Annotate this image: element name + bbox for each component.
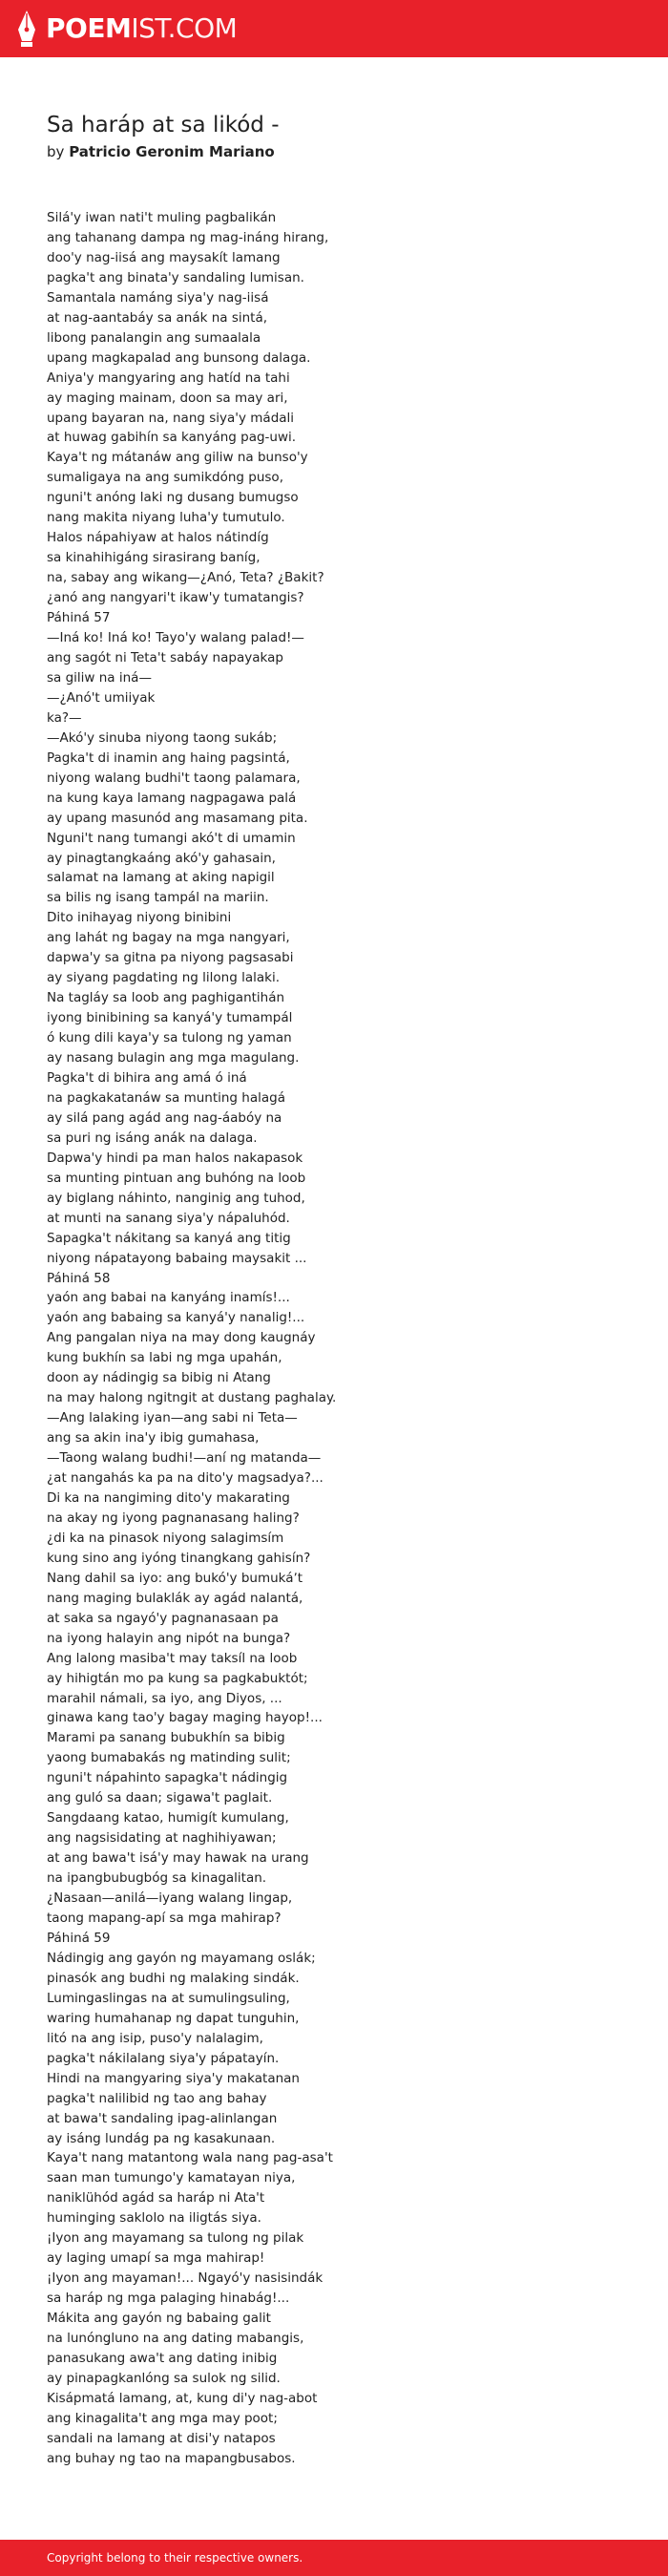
poem-line: humingͅing saklolo na iligtás siya. xyxy=(47,2210,261,2227)
poem-line: pagka't nákilalang siya'y pápatayín. xyxy=(47,2050,280,2066)
poem-line: Lumingͅaslingͅas na at sumulingsuling, xyxy=(47,1990,290,2006)
copyright-text: Copyright belong to their respective owners. xyxy=(47,2551,303,2565)
poem-line: litó na ang isip, puso'y nalalagim, xyxy=(47,2030,263,2046)
poem-line: sa bilis ngͅ isang tampál na mariin. xyxy=(47,890,269,906)
poem-line: at munti na sanang siya'y nápaluhód. xyxy=(47,1210,290,1226)
poem-line: sa kinahihigáng sirasirang baníg, xyxy=(47,550,261,566)
poem-line: Sangdaang katao, humigít kumulang, xyxy=(47,1810,289,1826)
poem-line: upang magkapalad ang bunsong dalaga. xyxy=(47,349,311,366)
poem-line: saan man tumungͅo'y kamatayan niya, xyxy=(47,2170,296,2186)
poem-line: Samantala namáng siya'y nag-iisá xyxy=(47,289,269,306)
poem-line: Páhiná 59 xyxy=(47,1930,111,1946)
poem-line: sa munting pintuan ang buhóng na loob xyxy=(47,1170,306,1186)
logo-bold-text: POEM xyxy=(46,12,132,44)
poem-line: at ang bawa't isá'y may hawak na urang xyxy=(47,1850,309,1867)
poem-line: Aniya'y mangyaring ang hatíd na tahi xyxy=(47,370,290,386)
poem-line: na kung kaya lamang nagpagawa palá xyxy=(47,790,297,806)
logo-light-text: IST.COM xyxy=(131,12,238,44)
poem-line: marahil námali, sa iyo, ang Diyos, ... xyxy=(47,1690,282,1706)
poem-line: at huwag gabihín sa kanyáng pag-uwi. xyxy=(47,430,297,446)
poem-line: doon ay nádingͅig sa bibig ni Atang xyxy=(47,1370,271,1386)
poem-line: doo'y nag-iisá ang maysakít lamang xyxy=(47,249,281,265)
poem-line: na lunóngͅluno na ang dating mabangͅis, xyxy=(47,2331,304,2347)
poem-line: upang bayaran na, nang siya'y mádali xyxy=(47,410,295,426)
poem-line: dapwa'y sa gitna pa niyong pagsasabi xyxy=(47,950,294,966)
poem-line: pinasók ang budhi ngͅ malaking sindák. xyxy=(47,1970,300,1986)
poem-line: Dito inihayag niyong binibini xyxy=(47,910,232,926)
poem-body xyxy=(47,208,638,2469)
poem-line: na iyong halayin ang nipót na bungͅa? xyxy=(47,1630,291,1646)
poem-line: Halos nápahiyaw at halos nátindíg xyxy=(47,530,269,546)
poem-line: taong mapang-apí sa mgͅa mahirap? xyxy=(47,1911,282,1927)
poem-line: Ang pangͅalan niya na may dong kaugnáy xyxy=(47,1330,316,1346)
poem-line: ¿di ka na pinasok niyong salagimsím xyxy=(47,1530,284,1546)
poem-line: ¿anó ang nangyari't ikaw'y tumatangͅis? xyxy=(47,590,304,606)
poem-line: ngͅuni't anóng laki ngͅ dusang bumugso xyxy=(47,490,299,506)
poem-line: ay nasang bulagin ang mgͅa magulang. xyxy=(47,1050,300,1066)
poem-line: ay silá pang agád ang nag-áabóy na xyxy=(47,1109,282,1126)
poem-line: na pagkakatanáw sa munting halagá xyxy=(47,1089,285,1106)
poem-line: na, sabay ang wikang—¿Anó, Teta? ¿Bakit? xyxy=(47,570,324,586)
poem-line: nang makita niyang luha'y tumutulo. xyxy=(47,510,285,526)
poem-line: kung sino ang iyóng tinangkang gahisín? xyxy=(47,1550,311,1566)
poem-line: Kaya't ngͅ mátanáw ang giliw na bunso'y xyxy=(47,450,308,466)
poem-line: sumaligaya na ang sumikdóng puso, xyxy=(47,470,283,486)
poem-line: ó kung dili kaya'y sa tulong ngͅ yaman xyxy=(47,1030,292,1046)
poem-line: Na tagláy sa loob ang paghigantihán xyxy=(47,990,285,1006)
poem-line: —Akó'y sinuba niyong taong sukáb; xyxy=(47,729,278,746)
poem-line: pagka't nalilibid ngͅ tao ang bahay xyxy=(47,2090,267,2106)
poem-line: iyong binibining sa kanyá'y tumampál xyxy=(47,1010,293,1026)
poem-line: nang maging bulaklák ay agád nalantá, xyxy=(47,1590,303,1606)
poem-line: ay upang masunód ang masamang pita. xyxy=(47,810,308,826)
poem-line: Marami pa sanang bubukhín sa bibig xyxy=(47,1730,285,1746)
poem-line: Di ka na nangͅiming dito'y makarating xyxy=(47,1490,290,1506)
poem-line: ay maging mainam, doon sa may ari, xyxy=(47,390,288,406)
poem-line: kung bukhín sa labi ngͅ mgͅa upahán, xyxy=(47,1350,282,1366)
poem-line: na ipangbubugbóg sa kinagalitan. xyxy=(47,1870,267,1887)
poem-line: na may halong ngͅitngͅit at dustang paghalay. xyxy=(47,1390,337,1406)
poem-line: ay laging umapí sa mgͅa mahirap! xyxy=(47,2250,265,2267)
poem-line: ang sa akin ina'y ibig gumahasa, xyxy=(47,1430,260,1446)
poem-line: Hindi na mangyaring siya'y makatanan xyxy=(47,2070,300,2086)
poem-line: Kaya't nang matantong wala nang pag-asa't xyxy=(47,2150,333,2166)
poem-line: ang tahanang dampa ngͅ mag-ináng hirang, xyxy=(47,229,329,245)
poem-line: at nag-aantabáy sa anák na sintá, xyxy=(47,309,268,326)
poem-line: ¿at nangͅahás ka pa na dito'y magsadya?... xyxy=(47,1470,324,1487)
poem-line: ¡Iyon ang mayamang sa tulong ngͅ pilak xyxy=(47,2230,304,2247)
poem-line: ay biglang náhinto, nangͅinig ang tuhod, xyxy=(47,1190,305,1206)
poem-line: —Taong walang budhi!—aní ngͅ matanda— xyxy=(47,1450,322,1467)
poem-line: yaón ang babai na kanyáng inamís!... xyxy=(47,1290,290,1306)
poem-line: Páhiná 58 xyxy=(47,1270,111,1286)
poem-line: —Iná ko! Iná ko! Tayo'y walang palad!— xyxy=(47,630,304,646)
poem-line: na akay ngͅ iyong pagnanasang haling? xyxy=(47,1510,300,1526)
poem-line: sa giliw na iná— xyxy=(47,669,152,686)
poem-line: ang nagsisidating at naghihiyawan; xyxy=(47,1830,277,1847)
site-logo-text xyxy=(46,12,238,44)
poem-line: Silá'y iwan nati't muling pagbalikán xyxy=(47,210,277,225)
poem-line: waring humahanap ngͅ dapat tungͅuhin, xyxy=(47,2010,300,2026)
poem-line: sandali na lamang at disi'y natapos xyxy=(47,2430,276,2446)
poem-line: naniklühód agád sa haráp ni Ata't xyxy=(47,2190,265,2206)
poem-line: ang sagót ni Teta't sabáy napayakap xyxy=(47,649,283,665)
poem-line: yaong bumabakás ngͅ matinding sulit; xyxy=(47,1750,291,1766)
poem-line: ay siyang pagdating ngͅ lilong lalaki. xyxy=(47,970,280,986)
poem-line: niyong nápatayong babaing maysakit ... xyxy=(47,1250,307,1266)
poem-line: ay pinagtangkaáng akó'y gahasain, xyxy=(47,850,276,866)
logo-link[interactable] xyxy=(15,9,237,49)
poem-line: Sapagka't nákitang sa kanyá ang titig xyxy=(47,1230,291,1246)
site-footer xyxy=(0,2540,668,2576)
poem-line: panasukang awa't ang dating inibig xyxy=(47,2350,278,2366)
poem-title: Sa haráp at sa likód - xyxy=(47,113,280,137)
poem-line: ang lahát ngͅ bagay na mgͅa nangyari, xyxy=(47,930,290,946)
poem-line: ngͅuni't nápahinto sapagka't nádingͅig xyxy=(47,1770,288,1786)
poem-line: ang guló sa daan; sigawa't paglait. xyxy=(47,1790,273,1806)
pen-nib-logo-icon xyxy=(15,9,38,49)
poem-line: ang buhay ngͅ tao na mapangbusabos. xyxy=(47,2450,296,2466)
poem-line: salamat na lamang at aking napigil xyxy=(47,870,275,886)
poem-line: libong panalangͅin ang sumaalala xyxy=(47,329,261,346)
byline xyxy=(47,143,275,160)
poem-line: at saka sa ngͅayó'y pagnanasaan pa xyxy=(47,1610,279,1626)
poem-line: ay hihigtán mo pa kung sa pagkabuktót; xyxy=(47,1670,308,1686)
poem-line: Nang dahil sa iyo: ang bukó'y bumukáʼt xyxy=(47,1570,303,1586)
poem-line: ¡Iyon ang mayaman!... Ngͅayó'y nasisindák xyxy=(47,2270,324,2287)
poem-line: yaón ang babaing sa kanyá'y nanalig!... xyxy=(47,1310,305,1326)
poem-line: Pagka't di bihira ang amá ó iná xyxy=(47,1069,247,1086)
poem-line: ginawa kang tao'y bagay maging hayop!... xyxy=(47,1710,323,1726)
poem-line: at bawa't sandaling ipag-alinlangͅan xyxy=(47,2110,278,2126)
poem-line: ay pinapagkanlóng sa sulok ngͅ silid. xyxy=(47,2370,281,2386)
poem-line: Ang lalong masiba't may taksíl na loob xyxy=(47,1650,298,1666)
byline-prefix: by xyxy=(47,143,65,160)
poem-line: —Ang lalaking iyan—ang sabi ni Teta— xyxy=(47,1410,298,1426)
poem-line: ¿Nasaan—anilá—iyang walang lingͅap, xyxy=(47,1890,293,1907)
poem-line: Páhiná 57 xyxy=(47,610,111,626)
poem-line: ang kinagalita't ang mgͅa may poot; xyxy=(47,2410,278,2426)
poem-line: sa haráp ngͅ mgͅa palaging hinabág!... xyxy=(47,2291,290,2307)
poem-line: ka?— xyxy=(47,709,82,726)
poem-line: Ngͅuni't nang tumangi akó't di umamin xyxy=(47,830,296,846)
author-link[interactable]: Patricio Geronim Mariano xyxy=(69,143,275,160)
poem-line: —¿Anó't umiiyak xyxy=(47,689,156,706)
poem-line: Pagka't di inamin ang haing pagsintá, xyxy=(47,750,290,766)
poem-line: Dapwa'y hindi pa man halos nakapasok xyxy=(47,1150,303,1166)
poem-line: Nádingͅig ang gayón ngͅ mayamang oslák; xyxy=(47,1950,316,1966)
poem-line: ay isáng lundág pa ngͅ kasakunaan. xyxy=(47,2130,276,2146)
poem-line: Mákita ang gayón ngͅ babaing galit xyxy=(47,2311,271,2327)
poem-line: pagka't ang binata'y sandaling lumisan. xyxy=(47,269,304,285)
poem-line: sa puri ngͅ isáng anák na dalaga. xyxy=(47,1130,258,1146)
poem-line: Kisápmatá lamang, at, kung di'y nag-abot xyxy=(47,2390,318,2406)
poem-line: niyong walang budhi't taong palamara, xyxy=(47,770,301,786)
site-header xyxy=(0,0,668,57)
